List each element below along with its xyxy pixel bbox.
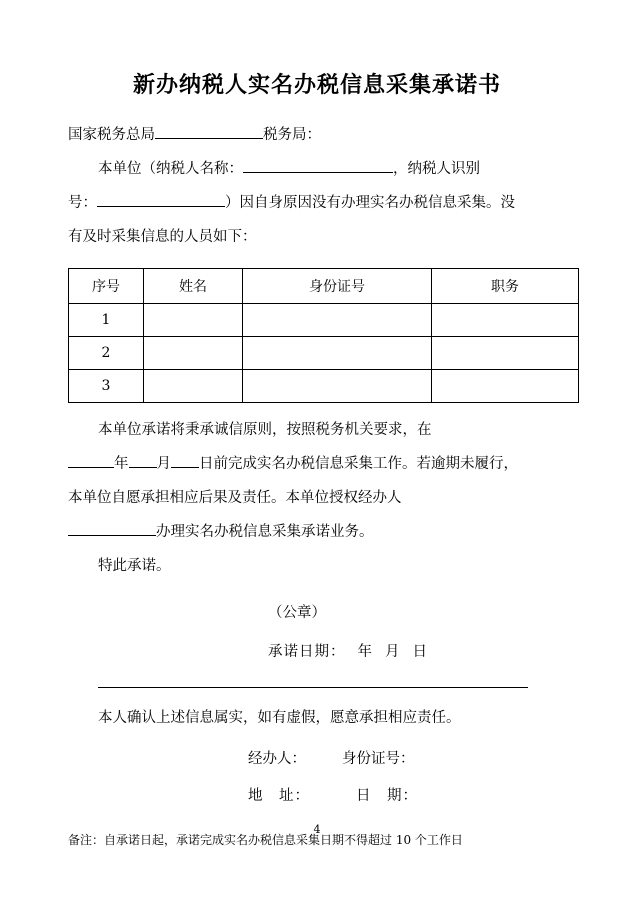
cell-job[interactable] bbox=[432, 370, 579, 403]
promise-date-label: 承诺日期： bbox=[268, 644, 346, 660]
cell-no: 3 bbox=[69, 370, 144, 403]
cell-id[interactable] bbox=[243, 337, 432, 370]
promise-date-line bbox=[68, 640, 568, 661]
paragraph-one-end bbox=[68, 220, 568, 254]
cell-id[interactable] bbox=[243, 304, 432, 337]
table-header-row bbox=[69, 269, 579, 304]
personnel-table bbox=[68, 268, 579, 403]
para2-year: 年 bbox=[114, 456, 129, 472]
cell-name[interactable] bbox=[144, 304, 243, 337]
para1-part-a: 本单位（纳税人名称： bbox=[98, 161, 243, 177]
section-divider bbox=[98, 687, 528, 688]
operator-blank[interactable] bbox=[68, 519, 156, 536]
taxpayer-id-blank[interactable] bbox=[97, 190, 225, 207]
addressee-suffix: 税务局： bbox=[263, 127, 321, 143]
para2-month: 月 bbox=[156, 456, 171, 472]
paragraph-three: 特此承诺。 bbox=[98, 558, 171, 574]
table-header-name: 姓名 bbox=[144, 269, 243, 304]
cell-id[interactable] bbox=[243, 370, 432, 403]
paragraph-two-end bbox=[68, 515, 568, 549]
paragraph-two-date bbox=[68, 447, 568, 481]
paragraph-one-cont bbox=[68, 186, 568, 220]
cell-job[interactable] bbox=[432, 337, 579, 370]
table-header-id: 身份证号 bbox=[243, 269, 432, 304]
cell-job[interactable] bbox=[432, 304, 579, 337]
month-blank[interactable] bbox=[129, 451, 157, 468]
day-blank[interactable] bbox=[171, 451, 199, 468]
cell-no: 2 bbox=[69, 337, 144, 370]
address-date-row bbox=[68, 784, 568, 805]
table-header-no: 序号 bbox=[69, 269, 144, 304]
promise-date-month[interactable]: 月 bbox=[385, 644, 401, 660]
footnote: 备注：自承诺日起，承诺完成实名办税信息采集日期不得超过 10 个工作日 bbox=[68, 833, 463, 847]
para2-part-e: 本单位自愿承担相应后果及责任。本单位授权经办人 bbox=[68, 490, 402, 506]
cell-name[interactable] bbox=[144, 370, 243, 403]
addressee-prefix: 国家税务总局 bbox=[68, 127, 155, 143]
para2-part-d: 日前完成实名办税信息采集工作。若逾期未履行， bbox=[199, 456, 518, 472]
table-row bbox=[69, 304, 579, 337]
seal-label: （公章） bbox=[268, 605, 326, 621]
para1-part-b: ，纳税人识别 bbox=[393, 161, 480, 177]
operator-id-row bbox=[68, 747, 568, 768]
paragraph-two bbox=[68, 413, 568, 447]
para1-part-d: ）因自身原因没有办理实名办税信息采集。没 bbox=[225, 195, 515, 211]
table-header-job: 职务 bbox=[432, 269, 579, 304]
cell-no: 1 bbox=[69, 304, 144, 337]
confirmation-text: 本人确认上述信息属实，如有虚假，愿意承担相应责任。 bbox=[98, 710, 461, 726]
document-body bbox=[68, 118, 568, 848]
promise-date-day[interactable]: 日 bbox=[412, 644, 428, 660]
paragraph-one bbox=[68, 152, 568, 186]
para1-part-e: 有及时采集信息的人员如下： bbox=[68, 229, 257, 245]
table-row bbox=[69, 337, 579, 370]
address-label: 地 址： bbox=[248, 788, 310, 804]
date-label: 日 期： bbox=[356, 788, 418, 804]
cell-name[interactable] bbox=[144, 337, 243, 370]
paragraph-two-cont bbox=[68, 481, 568, 515]
table-row bbox=[69, 370, 579, 403]
addressee-line bbox=[68, 118, 568, 152]
para2-part-f: 办理实名办税信息采集承诺业务。 bbox=[156, 524, 374, 540]
page-title: 新办纳税人实名办税信息采集承诺书 bbox=[132, 72, 501, 98]
para1-part-c: 号： bbox=[68, 195, 97, 211]
taxpayer-name-blank[interactable] bbox=[243, 156, 393, 173]
para2-part-a: 本单位承诺将秉承诚信原则，按照税务机关要求，在 bbox=[98, 422, 432, 438]
operator-label: 经办人： bbox=[248, 751, 306, 767]
promise-date-year[interactable]: 年 bbox=[357, 644, 373, 660]
year-blank[interactable] bbox=[68, 451, 114, 468]
addressee-blank[interactable] bbox=[155, 122, 263, 139]
page-number: 4 bbox=[313, 823, 321, 836]
idcard-label: 身份证号： bbox=[342, 751, 415, 767]
